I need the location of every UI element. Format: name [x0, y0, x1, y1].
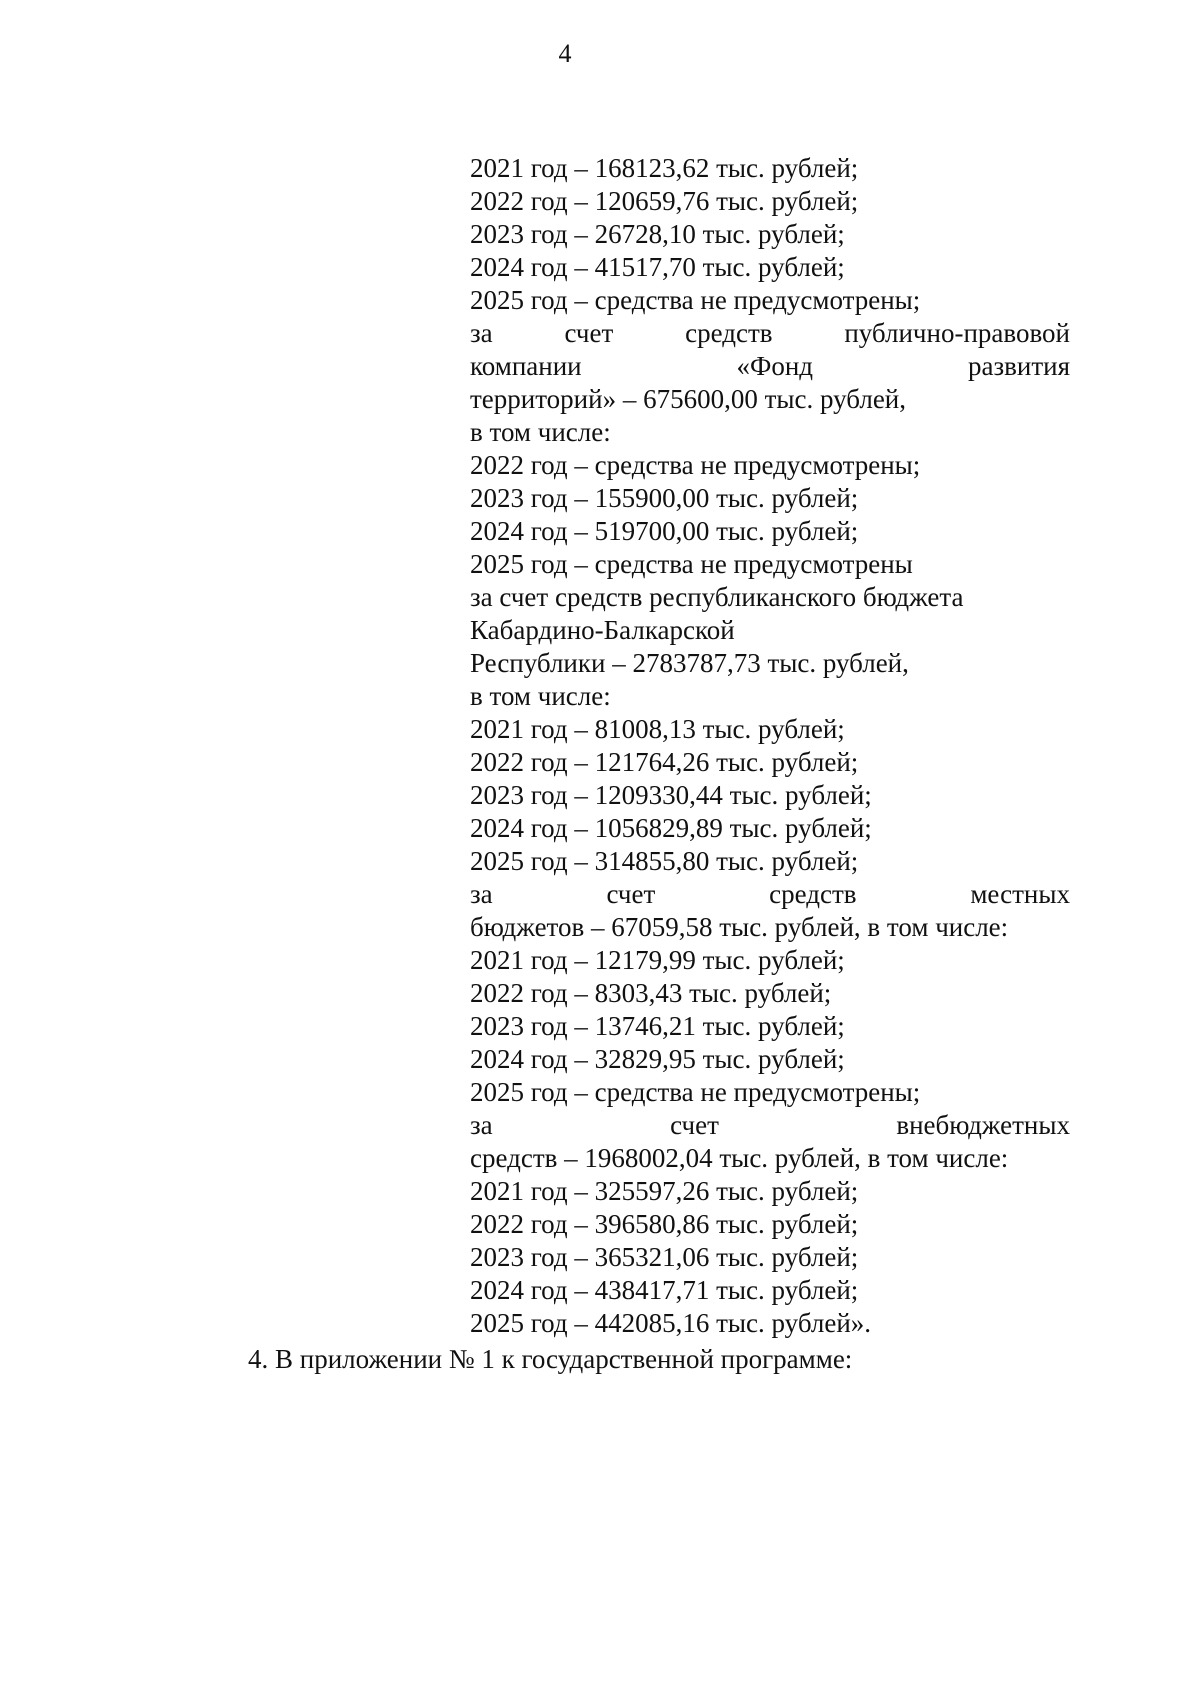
text-line: за счет средств республиканского бюджета [470, 582, 964, 612]
word: счет [670, 1110, 719, 1140]
text-line: Республики – 2783787,73 тыс. рублей, [470, 648, 909, 678]
text-line: 2025 год – средства не предусмотрены; [470, 1077, 921, 1107]
word: внебюджетных [896, 1110, 1070, 1140]
word: средств [685, 318, 773, 348]
text-line: 2024 год – 1056829,89 тыс. рублей; [470, 813, 872, 843]
word: за [470, 1110, 493, 1140]
text-line: 2022 год – 396580,86 тыс. рублей; [470, 1209, 859, 1239]
text-line: 2021 год – 325597,26 тыс. рублей; [470, 1176, 859, 1206]
text-line: 2025 год – 314855,80 тыс. рублей; [470, 846, 859, 876]
word: развития [967, 351, 1070, 381]
word: за [470, 879, 493, 909]
word: компании [470, 351, 582, 381]
text-line: 2023 год – 26728,10 тыс. рублей; [470, 219, 845, 249]
word: местных [970, 879, 1070, 909]
text-line: в том числе: [470, 681, 611, 711]
word: средств [769, 879, 857, 909]
text-line: 2023 год – 13746,21 тыс. рублей; [470, 1011, 845, 1041]
funding-text-block [470, 152, 1070, 1340]
text-line [470, 350, 1070, 383]
text-line: 2021 год – 12179,99 тыс. рублей; [470, 945, 845, 975]
word: публично-правовой [844, 318, 1070, 348]
closing-paragraph: 4. В приложении № 1 к государственной программе: [248, 1344, 853, 1374]
page-number: 4 [558, 39, 572, 68]
text-line: 2025 год – средства не предусмотрены [470, 549, 913, 579]
word: «Фонд [736, 351, 814, 381]
text-line: 2025 год – средства не предусмотрены; [470, 285, 921, 315]
text-line: 2024 год – 519700,00 тыс. рублей; [470, 516, 859, 546]
text-line: бюджетов – 67059,58 тыс. рублей, в том числе: [470, 912, 1009, 942]
text-line [470, 878, 1070, 911]
text-line: 2022 год – средства не предусмотрены; [470, 450, 921, 480]
text-line: 2023 год – 155900,00 тыс. рублей; [470, 483, 859, 513]
text-line: 2022 год – 121764,26 тыс. рублей; [470, 747, 859, 777]
text-line: в том числе: [470, 417, 611, 447]
text-line: 2023 год – 365321,06 тыс. рублей; [470, 1242, 859, 1272]
text-line: 2024 год – 32829,95 тыс. рублей; [470, 1044, 845, 1074]
text-line: 2021 год – 81008,13 тыс. рублей; [470, 714, 845, 744]
text-line: средств – 1968002,04 тыс. рублей, в том числе: [470, 1143, 1009, 1173]
text-line: 2022 год – 120659,76 тыс. рублей; [470, 186, 859, 216]
text-line: 2025 год – 442085,16 тыс. рублей». [470, 1308, 872, 1338]
word: счет [606, 879, 656, 909]
text-line: 2022 год – 8303,43 тыс. рублей; [470, 978, 832, 1008]
text-line: Кабардино-Балкарской [470, 615, 735, 645]
text-line: 2024 год – 41517,70 тыс. рублей; [470, 252, 845, 282]
text-line: 2024 год – 438417,71 тыс. рублей; [470, 1275, 859, 1305]
word: счет [564, 318, 614, 348]
text-line [470, 1109, 1070, 1142]
text-line: 2023 год – 1209330,44 тыс. рублей; [470, 780, 872, 810]
text-line: территорий» – 675600,00 тыс. рублей, [470, 384, 907, 414]
text-line: 2021 год – 168123,62 тыс. рублей; [470, 153, 859, 183]
text-line [470, 317, 1070, 350]
word: за [470, 318, 493, 348]
